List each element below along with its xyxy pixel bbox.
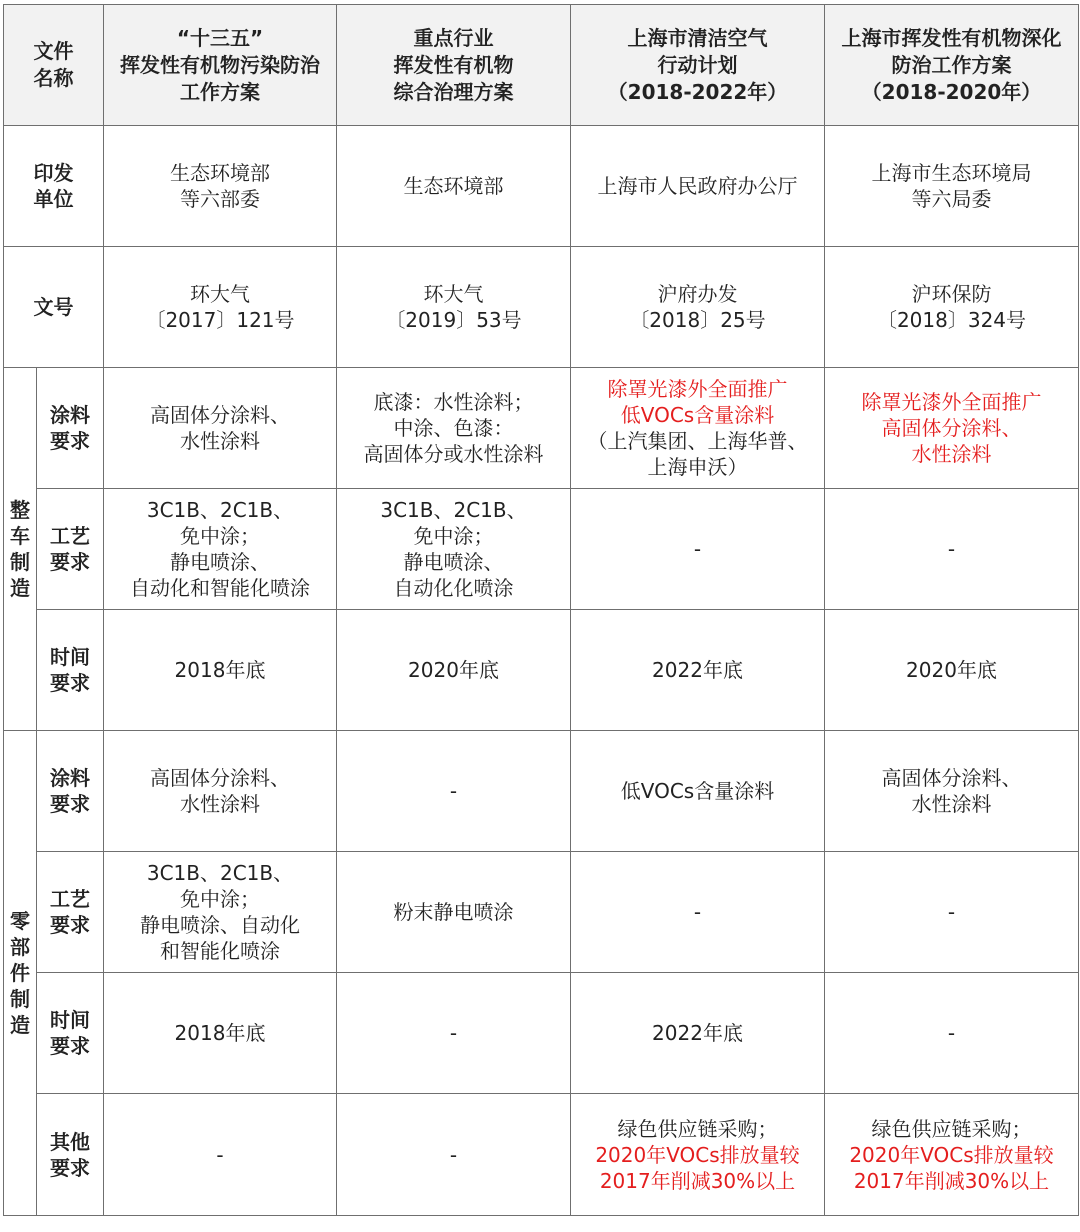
cell-line: 工艺 [50, 524, 90, 548]
docnum-row-cell [337, 247, 571, 368]
requirement-cell [337, 1094, 571, 1216]
cell-line: 名称 [33, 66, 74, 90]
cell-line: 要求 [50, 1034, 90, 1058]
cell-line: 2022年底 [652, 1021, 743, 1045]
cell-line: 2022年底 [652, 658, 743, 682]
cell-line: 静电喷涂、 [403, 550, 504, 574]
requirement-cell [104, 368, 337, 489]
cell-line: 要求 [50, 429, 90, 453]
requirement-row [4, 610, 1079, 731]
requirement-cell [337, 610, 571, 731]
requirement-cell [337, 852, 571, 973]
cell-line: 工艺 [50, 887, 90, 911]
highlight-line: 2017年削减30%以上 [853, 1168, 1050, 1193]
requirement-cell [825, 489, 1079, 610]
cell-line: 〔2018〕324号 [876, 308, 1027, 332]
cell-line: 静电喷涂、 [170, 550, 270, 574]
group-label-char: 整 [10, 498, 30, 522]
cell-line: - [216, 1142, 224, 1167]
requirement-cell [825, 973, 1079, 1094]
cell-line: - [947, 1021, 956, 1045]
issuer-row-cell [571, 126, 825, 247]
header-doc-1 [104, 5, 337, 126]
cell-line: 免中涂； [413, 524, 494, 548]
requirement-label [37, 852, 104, 973]
requirement-cell [825, 852, 1079, 973]
cell-line: （上汽集团、上海华普、 [587, 429, 808, 453]
cell-line: 挥发性有机物污染防治 [120, 52, 320, 77]
requirement-cell [104, 489, 337, 610]
requirement-label [37, 731, 104, 852]
cell-line: - [449, 1142, 458, 1167]
issuer-row-cell [825, 126, 1079, 247]
cell-line: - [947, 537, 956, 561]
header-doc-2 [337, 5, 571, 126]
group-label-char: 车 [10, 524, 30, 548]
group-label [4, 368, 37, 731]
header-doc-4 [825, 5, 1079, 126]
requirement-cell [571, 1094, 825, 1216]
cell-line: 等六局委 [911, 187, 992, 211]
issuer-row-cell [337, 126, 571, 247]
cell-line: 底漆：水性涂料； [373, 390, 534, 414]
docnum-row [4, 247, 1079, 368]
docnum-row-cell [571, 247, 825, 368]
requirement-cell [825, 368, 1079, 489]
requirement-row [4, 368, 1079, 489]
cell-line: 涂料 [50, 766, 90, 790]
cell-line: 行动计划 [657, 52, 738, 77]
cell-line: 免中涂； [180, 887, 260, 911]
cell-line: 上海市生态环境局 [871, 161, 1032, 185]
cell-line: 绿色供应链采购； [871, 1116, 1032, 1141]
requirement-cell [104, 852, 337, 973]
requirement-cell [337, 489, 571, 610]
cell-line: 3C1B、2C1B、 [146, 861, 294, 885]
requirement-cell [337, 731, 571, 852]
highlight-line: 2020年VOCs排放量较 [595, 1142, 800, 1167]
cell-line: 中涂、色漆： [393, 416, 514, 440]
cell-line: 沪府办发 [657, 282, 738, 306]
cell-line: 要求 [50, 550, 90, 574]
group-label [4, 731, 37, 1216]
requirement-row [4, 852, 1079, 973]
cell-line: - [449, 1021, 458, 1045]
cell-line: “十三五” [176, 25, 264, 50]
cell-line: 2020年底 [408, 658, 499, 682]
header-row [4, 5, 1079, 126]
cell-line: 高固体分涂料、 [150, 403, 290, 427]
cell-line: 要求 [50, 913, 90, 937]
cell-line: 绿色供应链采购； [617, 1116, 778, 1141]
highlight-line: 除罩光漆外全面推广 [607, 377, 788, 401]
group-label-char: 制 [10, 550, 30, 574]
cell-line: 等六部委 [180, 187, 260, 211]
cell-line: 〔2019〕53号 [385, 308, 522, 332]
cell-line: - [449, 779, 458, 803]
cell-line: 自动化和智能化喷涂 [130, 576, 310, 600]
header-doc-3 [571, 5, 825, 126]
requirement-cell [571, 973, 825, 1094]
requirement-label [37, 368, 104, 489]
cell-line: 文件 [33, 39, 74, 63]
requirement-cell [571, 368, 825, 489]
requirement-label [37, 489, 104, 610]
cell-line: 高固体分涂料、 [881, 766, 1022, 790]
cell-line: 水性涂料 [911, 792, 992, 816]
cell-line: 重点行业 [413, 25, 494, 50]
highlight-line: 低VOCs含量涂料 [620, 403, 775, 427]
cell-line: 3C1B、2C1B、 [146, 498, 294, 522]
highlight-line: 2020年VOCs排放量较 [849, 1142, 1054, 1167]
header-file-name [4, 5, 104, 126]
requirement-label [37, 973, 104, 1094]
requirement-cell [571, 489, 825, 610]
highlight-line: 水性涂料 [911, 442, 992, 466]
highlight-line: 除罩光漆外全面推广 [861, 390, 1042, 414]
cell-line: 〔2018〕25号 [629, 308, 766, 332]
cell-line: 2020年底 [906, 658, 997, 682]
cell-line: 要求 [50, 1155, 90, 1180]
cell-line: 时间 [50, 645, 90, 669]
issuer-row [4, 126, 1079, 247]
requirement-cell [104, 1094, 337, 1216]
cell-line: 静电喷涂、自动化 [140, 913, 300, 937]
cell-line: 工作方案 [180, 79, 260, 104]
requirement-row [4, 1094, 1079, 1216]
requirement-cell [337, 973, 571, 1094]
cell-line: - [693, 537, 702, 561]
cell-line: 单位 [33, 187, 74, 211]
policy-comparison-table [3, 4, 1079, 1216]
requirement-cell [104, 610, 337, 731]
cell-line: 水性涂料 [180, 792, 260, 816]
cell-line: 2018年底 [174, 658, 266, 682]
requirement-row [4, 731, 1079, 852]
cell-line: 沪环保防 [911, 282, 992, 306]
issuer-row-label [4, 126, 104, 247]
highlight-line: 2017年削减30%以上 [599, 1168, 796, 1193]
requirement-row [4, 489, 1079, 610]
requirement-cell [104, 973, 337, 1094]
cell-line: （2018-2022年） [607, 79, 788, 104]
cell-line: 3C1B、2C1B、 [380, 498, 527, 522]
requirement-cell [571, 731, 825, 852]
group-label-char: 造 [10, 576, 30, 600]
requirement-cell [337, 368, 571, 489]
cell-line: 环大气 [423, 282, 484, 306]
group-label-char: 造 [10, 1013, 30, 1037]
cell-line: - [693, 900, 702, 924]
requirement-cell [571, 852, 825, 973]
group-label-char: 零 [10, 909, 30, 933]
cell-line: 生态环境部 [403, 174, 504, 198]
cell-line: 要求 [50, 671, 90, 695]
cell-line: 涂料 [50, 403, 90, 427]
cell-line: 生态环境部 [170, 161, 270, 185]
cell-line: 上海市人民政府办公厅 [597, 174, 798, 198]
docnum-row-cell [104, 247, 337, 368]
cell-line: 印发 [33, 161, 74, 185]
requirement-label [37, 610, 104, 731]
group-label-char: 部 [10, 935, 30, 959]
cell-line: 水性涂料 [180, 429, 260, 453]
requirement-label [37, 1094, 104, 1216]
cell-line: 免中涂； [180, 524, 260, 548]
cell-line: - [947, 900, 956, 924]
cell-line: 时间 [50, 1008, 90, 1032]
cell-line: 上海市挥发性有机物深化 [841, 25, 1062, 50]
group-label-char: 件 [10, 961, 30, 985]
cell-line: 高固体分或水性涂料 [363, 442, 544, 466]
requirement-cell [825, 731, 1079, 852]
cell-line: 〔2017〕121号 [145, 308, 295, 332]
cell-line: 和智能化喷涂 [160, 939, 280, 963]
cell-line: 文号 [33, 295, 74, 319]
requirement-cell [104, 731, 337, 852]
requirement-cell [825, 1094, 1079, 1216]
requirement-cell [825, 610, 1079, 731]
requirement-row [4, 973, 1079, 1094]
cell-line: 高固体分涂料、 [150, 766, 290, 790]
cell-line: 自动化化喷涂 [393, 576, 514, 600]
cell-line: 要求 [50, 792, 90, 816]
cell-line: 2018年底 [174, 1021, 266, 1045]
cell-line: 上海市清洁空气 [627, 25, 768, 50]
issuer-row-cell [104, 126, 337, 247]
cell-line: 上海申沃） [647, 455, 748, 479]
cell-line: 挥发性有机物 [393, 52, 514, 77]
cell-line: （2018-2020年） [861, 79, 1042, 104]
cell-line: 其他 [50, 1129, 90, 1154]
cell-line: 防治工作方案 [891, 52, 1012, 77]
cell-line: 环大气 [190, 282, 250, 306]
cell-line: 综合治理方案 [393, 79, 514, 104]
cell-line: 粉末静电喷涂 [393, 900, 514, 924]
highlight-line: 高固体分涂料、 [881, 416, 1022, 440]
group-label-char: 制 [10, 987, 30, 1011]
cell-line: 低VOCs含量涂料 [620, 779, 775, 803]
requirement-cell [571, 610, 825, 731]
docnum-row-cell [825, 247, 1079, 368]
docnum-row-label [4, 247, 104, 368]
